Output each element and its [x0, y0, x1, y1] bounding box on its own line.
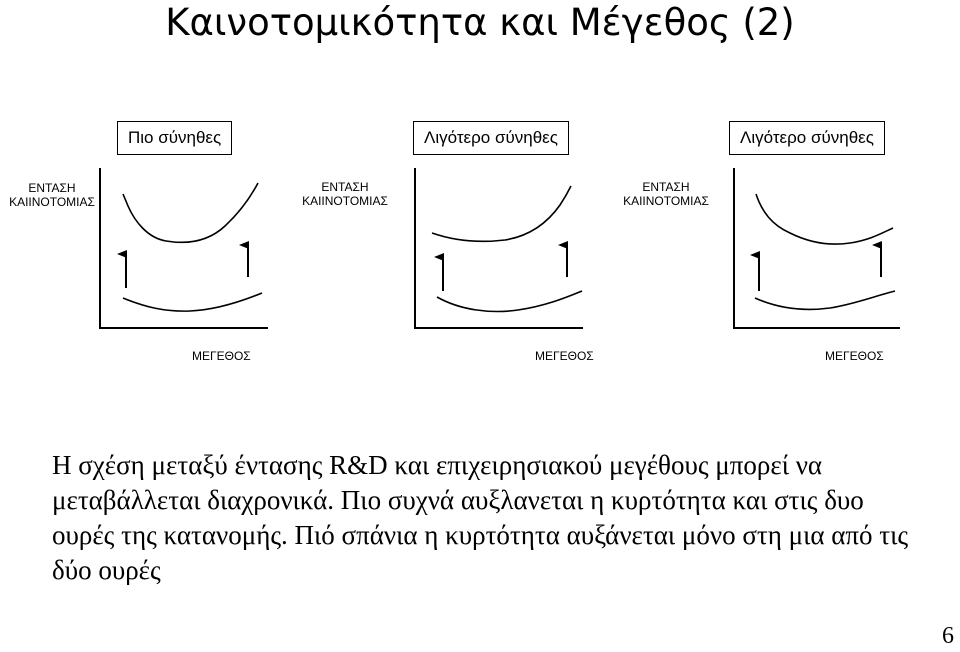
- slide-title: Καινοτομικότητα και Μέγεθος (2): [165, 1, 795, 44]
- panel-3-label: Λιγότερο σύνηθες: [729, 121, 885, 155]
- panel-3-upper-curve: [756, 194, 893, 244]
- panel-1-lower-curve: [123, 293, 262, 311]
- panel-1-ylabel-line2: ΚΑΙΙΝΟΤΟΜΙΑΣ: [9, 195, 95, 209]
- page-number: 6: [942, 623, 954, 649]
- panel-1-label: Πιο σύνηθες: [117, 121, 232, 155]
- panel-3-lower-curve: [755, 291, 895, 309]
- body-text: Η σχέση μεταξύ έντασης R&D και επιχειρησιακού μεγέθους μπορεί να μεταβάλλεται διαχρονικά. Πιο συχνά αυξλανεται η κυρτότητα και στις δυο ουρές της κατανομής. Πιό σπάνια η κυρτότητα αυξάνεται μόνο στη μια από τις δύο ουρές: [52, 450, 909, 585]
- panel-3-ylabel-line2: ΚΑΙΙΝΟΤΟΜΙΑΣ: [623, 194, 709, 208]
- panel-2-label: Λιγότερο σύνηθες: [413, 121, 569, 155]
- panel-2-ylabel-line1: ΕΝΤΑΣΗ: [321, 180, 369, 194]
- panel-3-xlabel: ΜΕΓΕΘΟΣ: [825, 349, 884, 363]
- panel-1-xlabel: ΜΕΓΕΘΟΣ: [192, 349, 251, 363]
- panel-3-ylabel-line1: ΕΝΤΑΣΗ: [642, 180, 690, 194]
- panel-3-axes: [734, 168, 900, 328]
- panel-2-upper-curve: [432, 186, 571, 241]
- panel-2-axes: [415, 168, 583, 328]
- panel-1-upper-curve: [123, 183, 258, 242]
- panel-1-ylabel-line1: ΕΝΤΑΣΗ: [28, 181, 76, 195]
- panel-2-lower-curve: [437, 291, 582, 311]
- panel-1-axes: [100, 168, 268, 328]
- panel-2-ylabel-line2: ΚΑΙΙΝΟΤΟΜΙΑΣ: [302, 194, 388, 208]
- panel-2-xlabel: ΜΕΓΕΘΟΣ: [535, 349, 594, 363]
